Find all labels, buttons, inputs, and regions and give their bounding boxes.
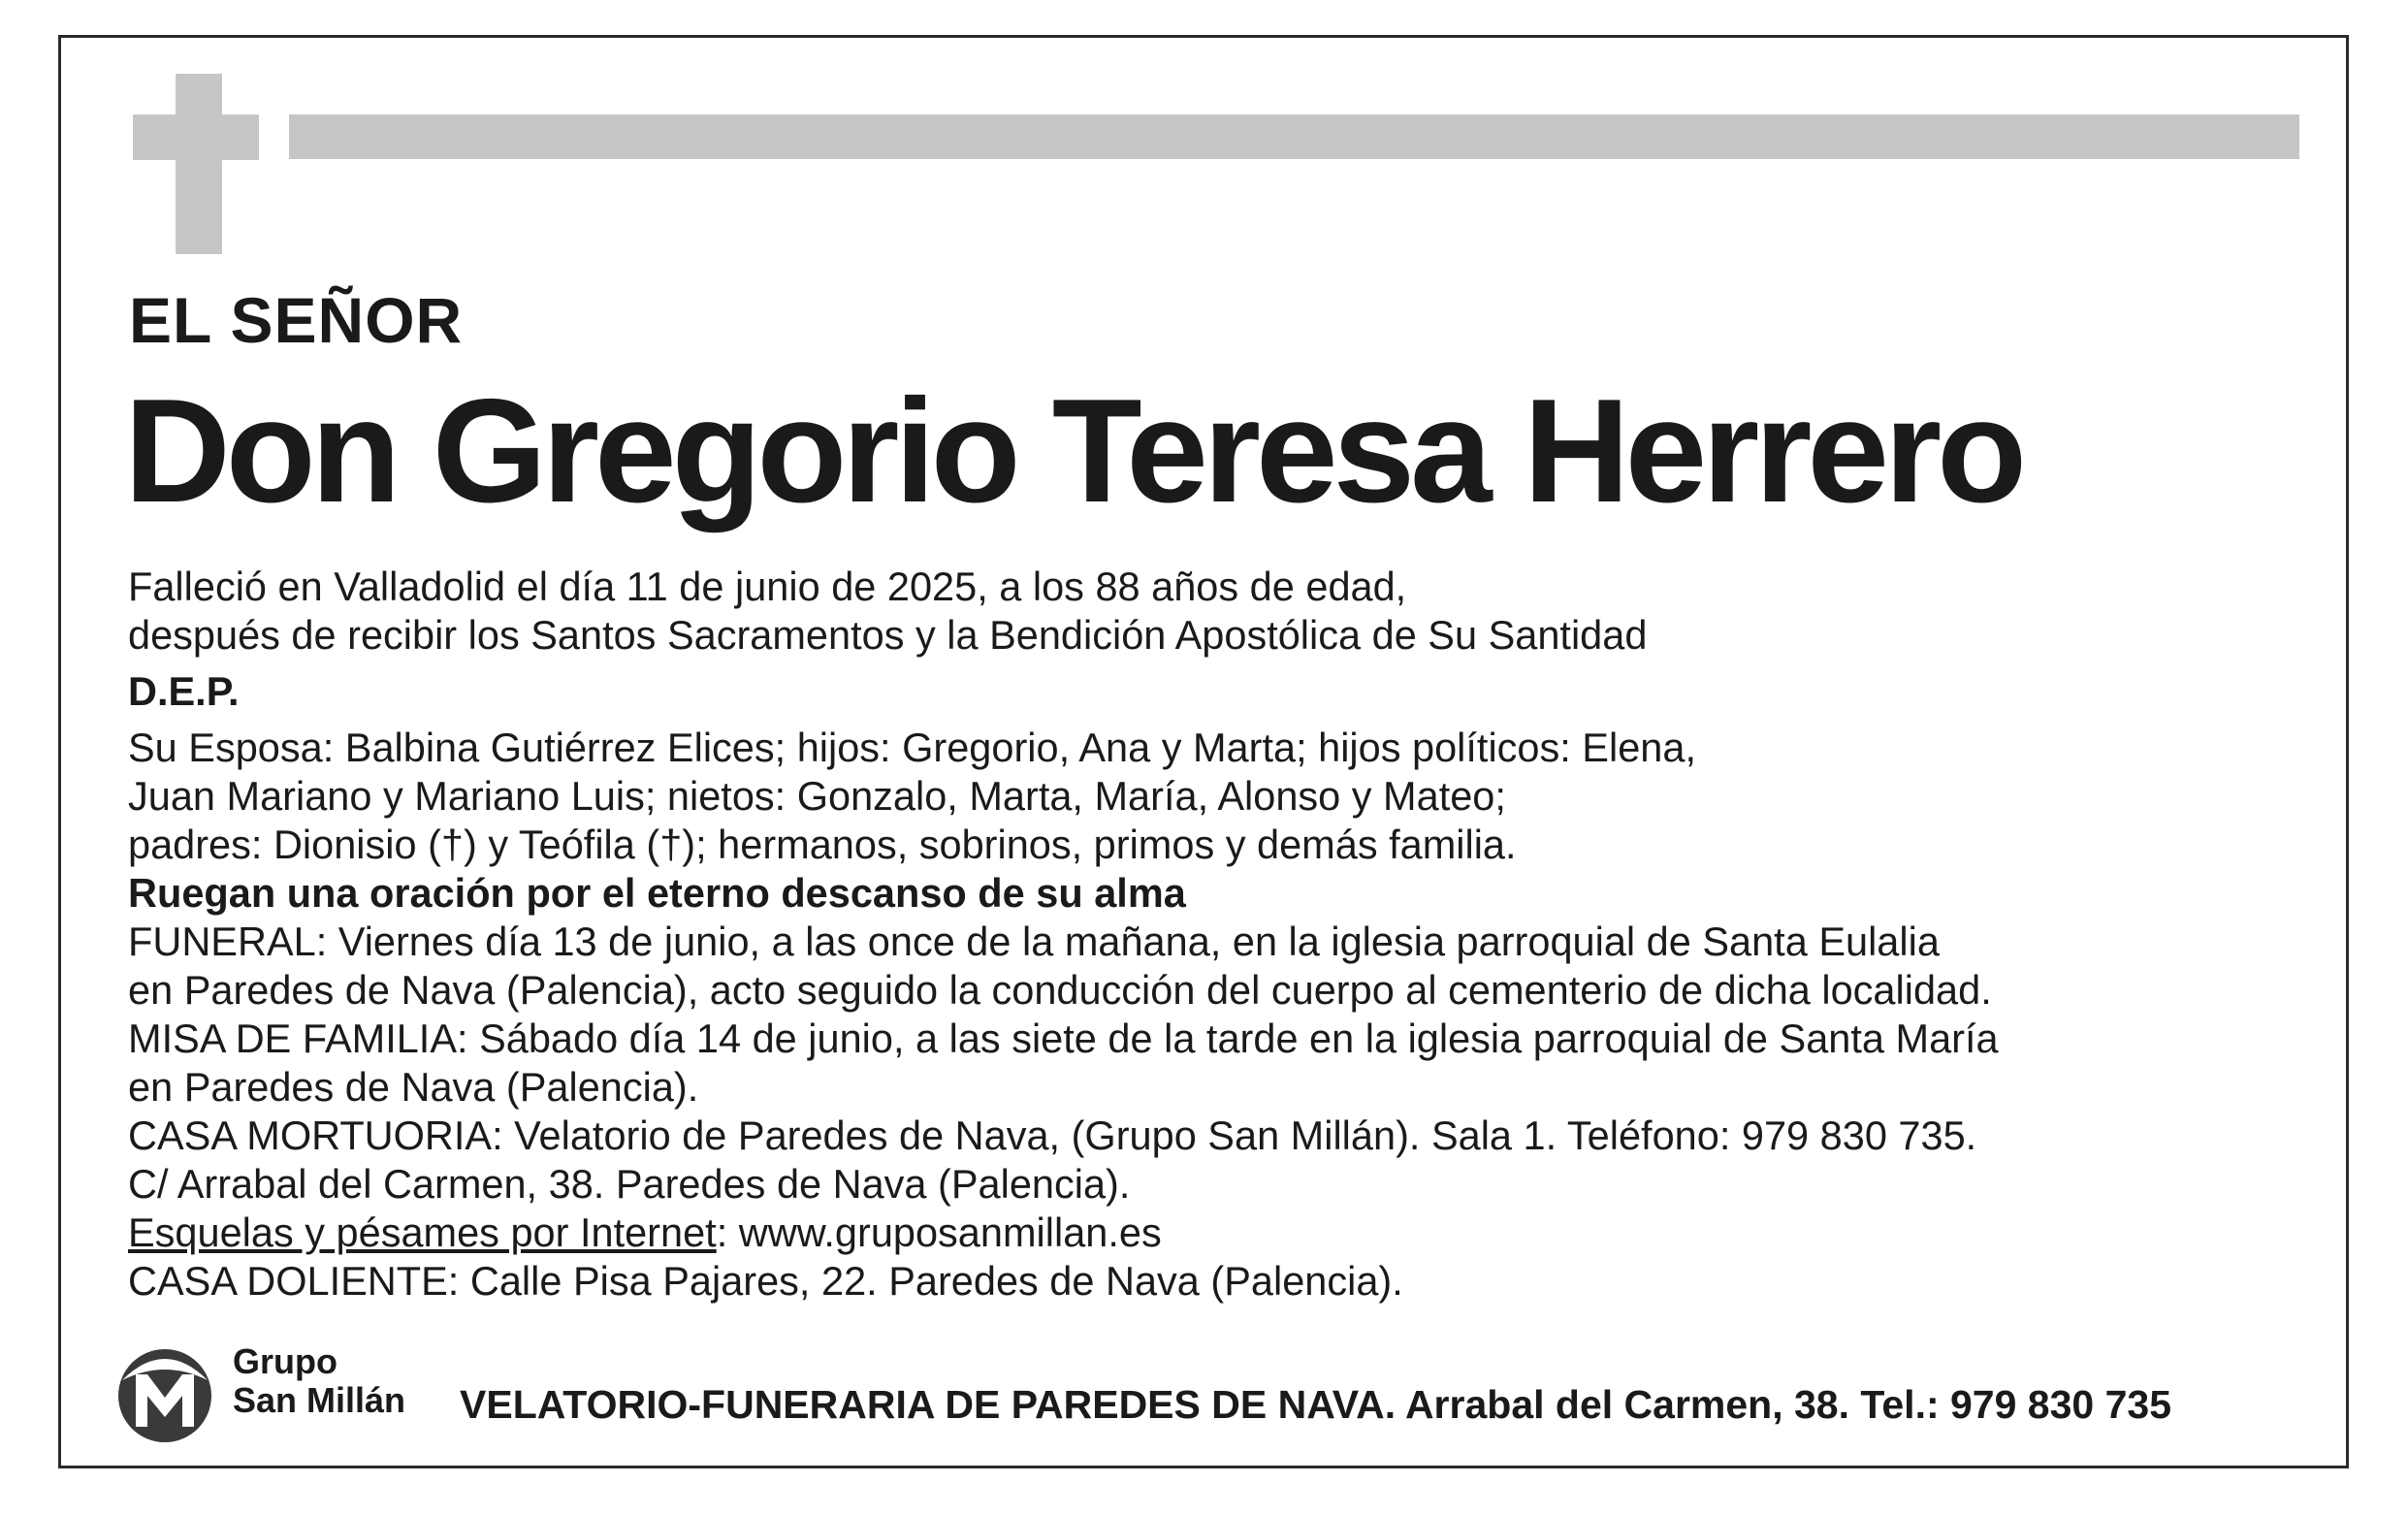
grupo-san-millan-logo-icon xyxy=(114,1341,215,1446)
detail-line: FUNERAL: Viernes día 13 de junio, a las once de la mañana, en la iglesia parroquial de Santa Eulalia xyxy=(128,919,1940,964)
detail-line: en Paredes de Nava (Palencia). xyxy=(128,1064,699,1110)
deceased-name: Don Gregorio Teresa Herrero xyxy=(124,369,2023,533)
header-bar xyxy=(289,114,2299,159)
notice-body xyxy=(128,563,2300,1306)
brand-line: Grupo xyxy=(233,1341,337,1381)
cross-icon-vertical xyxy=(176,74,222,254)
prayer-line: Ruegan una oración por el eterno descanso de su alma xyxy=(128,870,1186,916)
brand-name xyxy=(233,1342,405,1420)
family-line: Su Esposa: Balbina Gutiérrez Elices; hijos: Gregorio, Ana y Marta; hijos políticos: Elena, xyxy=(128,725,1696,770)
detail-line: MISA DE FAMILIA: Sábado día 14 de junio, a las siete de la tarde en la iglesia parroquial de Santa María xyxy=(128,1016,1999,1061)
dep-label: D.E.P. xyxy=(128,668,240,714)
detail-line: C/ Arrabal del Carmen, 38. Paredes de Nava (Palencia). xyxy=(128,1161,1131,1207)
internet-url[interactable]: www.gruposanmillan.es xyxy=(738,1210,1162,1255)
detail-line: en Paredes de Nava (Palencia), acto seguido la conducción del cuerpo al cementerio de dicha localidad. xyxy=(128,967,1992,1013)
brand-line: San Millán xyxy=(233,1380,406,1420)
internet-label: Esquelas y pésames por Internet xyxy=(128,1210,717,1255)
internet-separator: : xyxy=(716,1210,739,1255)
family-line: Juan Mariano y Mariano Luis; nietos: Gonzalo, Marta, María, Alonso y Mateo; xyxy=(128,773,1506,819)
internet-line xyxy=(128,1209,2300,1257)
death-line: después de recibir los Santos Sacramentos y la Bendición Apostólica de Su Santidad xyxy=(128,612,1648,658)
casa-doliente-line: CASA DOLIENTE: Calle Pisa Pajares, 22. Paredes de Nava (Palencia). xyxy=(128,1258,1403,1304)
footer-info: VELATORIO-FUNERARIA DE PAREDES DE NAVA. Arrabal del Carmen, 38. Tel.: 979 830 735 xyxy=(460,1382,2172,1427)
honorific: EL SEÑOR xyxy=(129,284,464,356)
detail-line: CASA MORTUORIA: Velatorio de Paredes de Nava, (Grupo San Millán). Sala 1. Teléfono: 979 830 735. xyxy=(128,1113,1977,1158)
family-line: padres: Dionisio (†) y Teófila (†); hermanos, sobrinos, primos y demás familia. xyxy=(128,822,1517,867)
death-line: Falleció en Valladolid el día 11 de junio de 2025, a los 88 años de edad, xyxy=(128,564,1407,609)
cross-icon-horizontal xyxy=(133,114,259,160)
